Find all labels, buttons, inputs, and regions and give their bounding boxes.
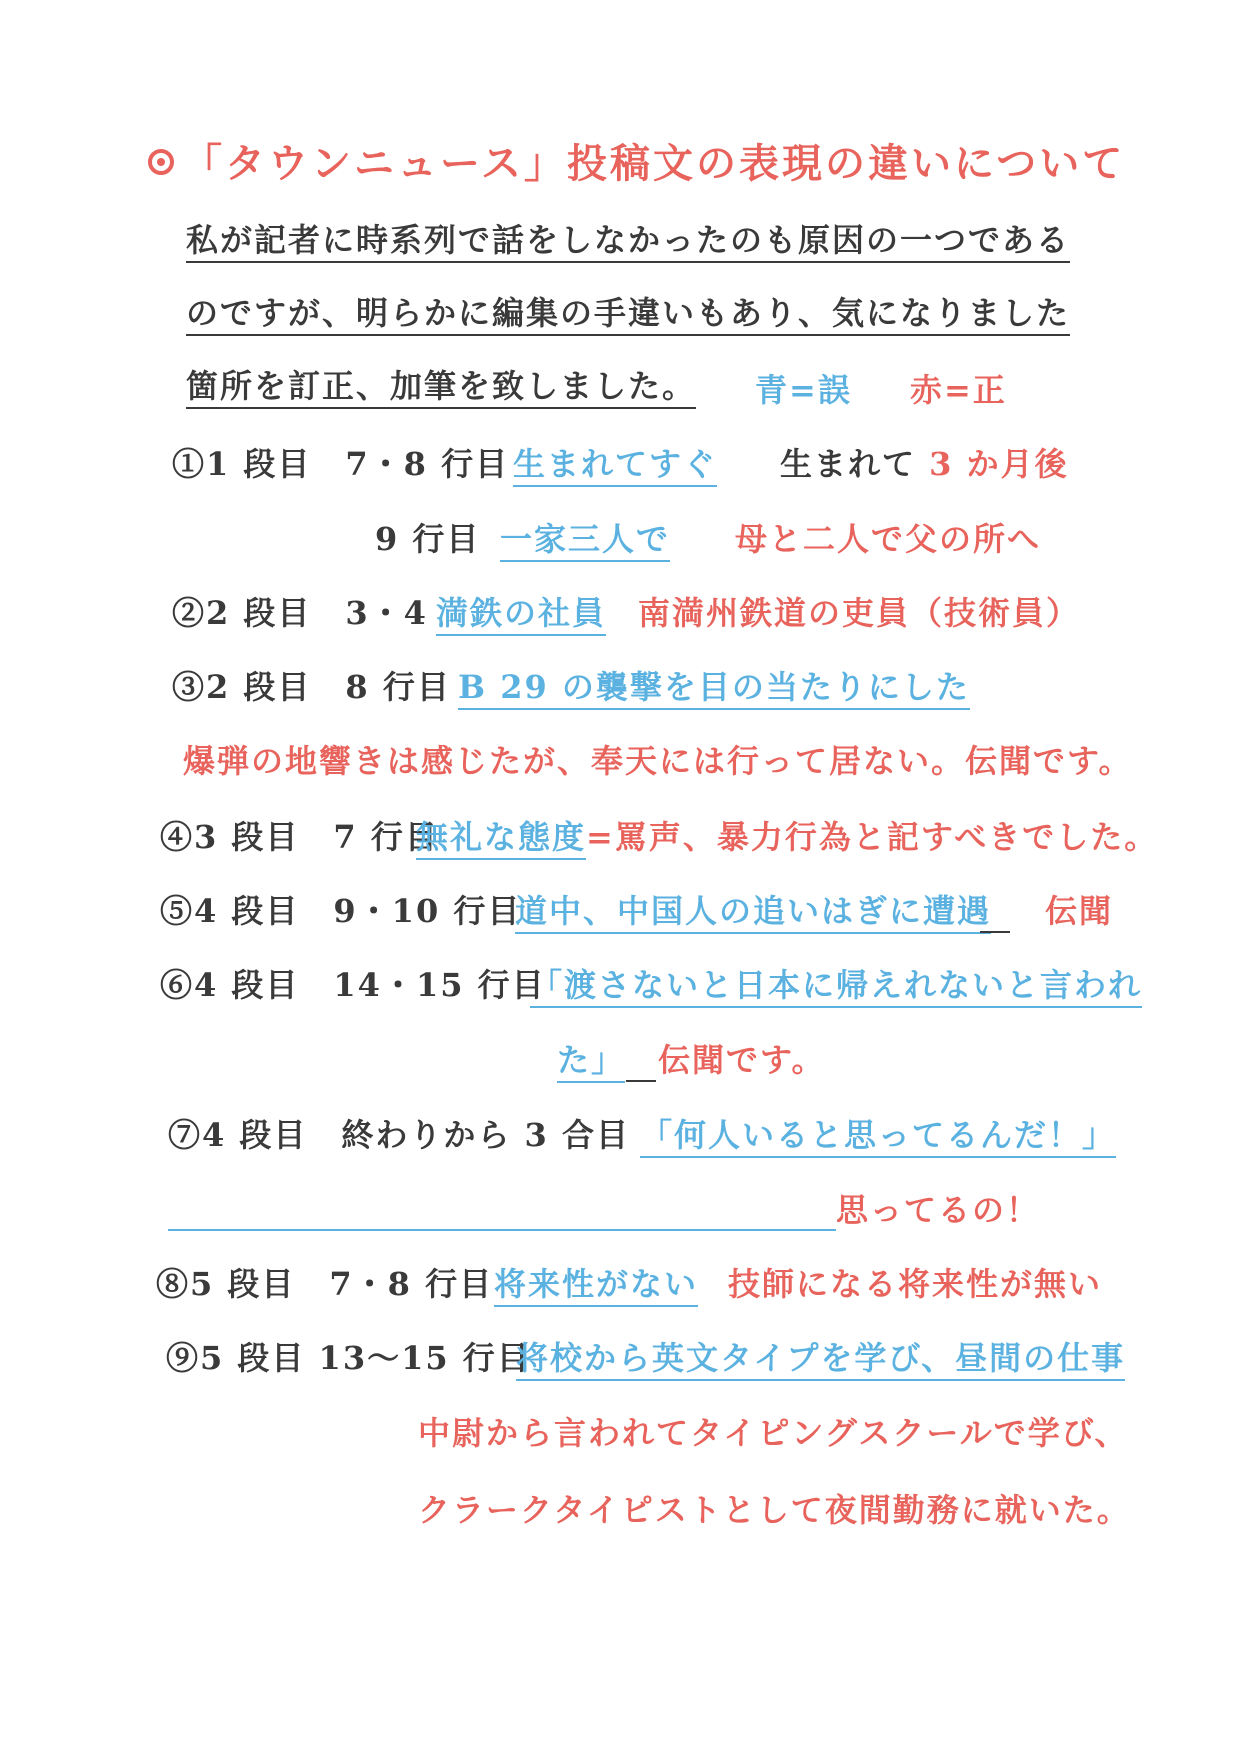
item-7-blank-line <box>168 1229 836 1231</box>
double-circle-bullet-icon <box>148 149 174 175</box>
item-2-right: 南満州鉄道の吏員（技術員） <box>638 594 1081 632</box>
item-1-ref-2: 9 行目 <box>375 520 481 558</box>
item-4-ref: ④3 段目 7 行目 <box>160 818 439 856</box>
item-3-ref: ③2 段目 8 行目 <box>172 668 451 706</box>
item-4-text <box>416 817 1158 857</box>
item-6-blank-line <box>626 1080 656 1082</box>
item-2-wrong: 満鉄の社員 <box>436 593 606 633</box>
item-7-wrong: 「何人いると思ってるんだ！」 <box>640 1115 1116 1155</box>
item-3-wrong: B 29 の襲撃を目の当たりにした <box>458 667 970 707</box>
item-6-wrong: 「渡さないと日本に帰えれないと言われ <box>530 965 1142 1005</box>
item-2-ref: ②2 段目 3・4 <box>172 594 428 632</box>
legend-red: 赤=正 <box>910 371 1007 409</box>
item-1-wrong: 生まれてすぐ <box>513 444 717 484</box>
item-1-right: 生まれて 3 か月後 <box>780 445 1069 483</box>
item-8-ref: ⑧5 段目 7・8 行目 <box>156 1265 494 1303</box>
item-6-ref: ⑥4 段目 14・15 行目 <box>160 966 546 1004</box>
item-9-right-1: 中尉から言われてタイピングスクールで学び、 <box>418 1414 1129 1452</box>
item-5-wrong: 道中、中国人の追いはぎに遭遇 <box>515 891 991 931</box>
intro-line-3: 箇所を訂正、加筆を致しました。 <box>186 366 696 406</box>
item-1-right-2: 母と二人で父の所へ <box>735 520 1042 558</box>
item-9-ref: ⑨5 段目 13～15 行目 <box>166 1339 531 1377</box>
item-4-wrong: 無礼な態度 <box>416 818 586 860</box>
item-7-ref: ⑦4 段目 終わりから 3 合目 <box>168 1116 630 1154</box>
item-7-right: 思ってるの！ <box>836 1191 1041 1229</box>
item-3-right: 爆弾の地響きは感じたが、奉天には行って居ない。伝聞です。 <box>183 742 1133 780</box>
item-9-right-2: クラークタイピストとして夜間勤務に就いた。 <box>418 1491 1131 1529</box>
item-1-wrong-2: 一家三人で <box>500 519 670 559</box>
intro-line-1: 私が記者に時系列で話をしなかったのも原因の一つである <box>186 220 1070 260</box>
item-9-wrong: 将校から英文タイプを学び、昼間の仕事 <box>516 1338 1125 1378</box>
item-6-right: 伝聞です。 <box>658 1041 826 1079</box>
page-title: 「タウンニュース」投稿文の表現の違いについて <box>182 140 1126 187</box>
item-5-right: 伝聞 <box>1045 892 1114 930</box>
item-4-right: =罵声、暴力行為と記すべきでした。 <box>586 818 1159 856</box>
item-5-ref: ⑤4 段目 9・10 行目 <box>160 892 522 930</box>
item-6-wrong-2: た」 <box>557 1040 625 1080</box>
item-1-ref: ①1 段目 7・8 行目 <box>172 445 510 483</box>
item-8-wrong: 将来性がない <box>494 1264 698 1304</box>
intro-line-2: のですが、明らかに編集の手違いもあり、気になりました <box>186 293 1070 333</box>
item-8-right: 技師になる将来性が無い <box>728 1265 1103 1303</box>
item-5-blank-line <box>980 931 1010 933</box>
legend-blue: 青=誤 <box>755 371 852 409</box>
